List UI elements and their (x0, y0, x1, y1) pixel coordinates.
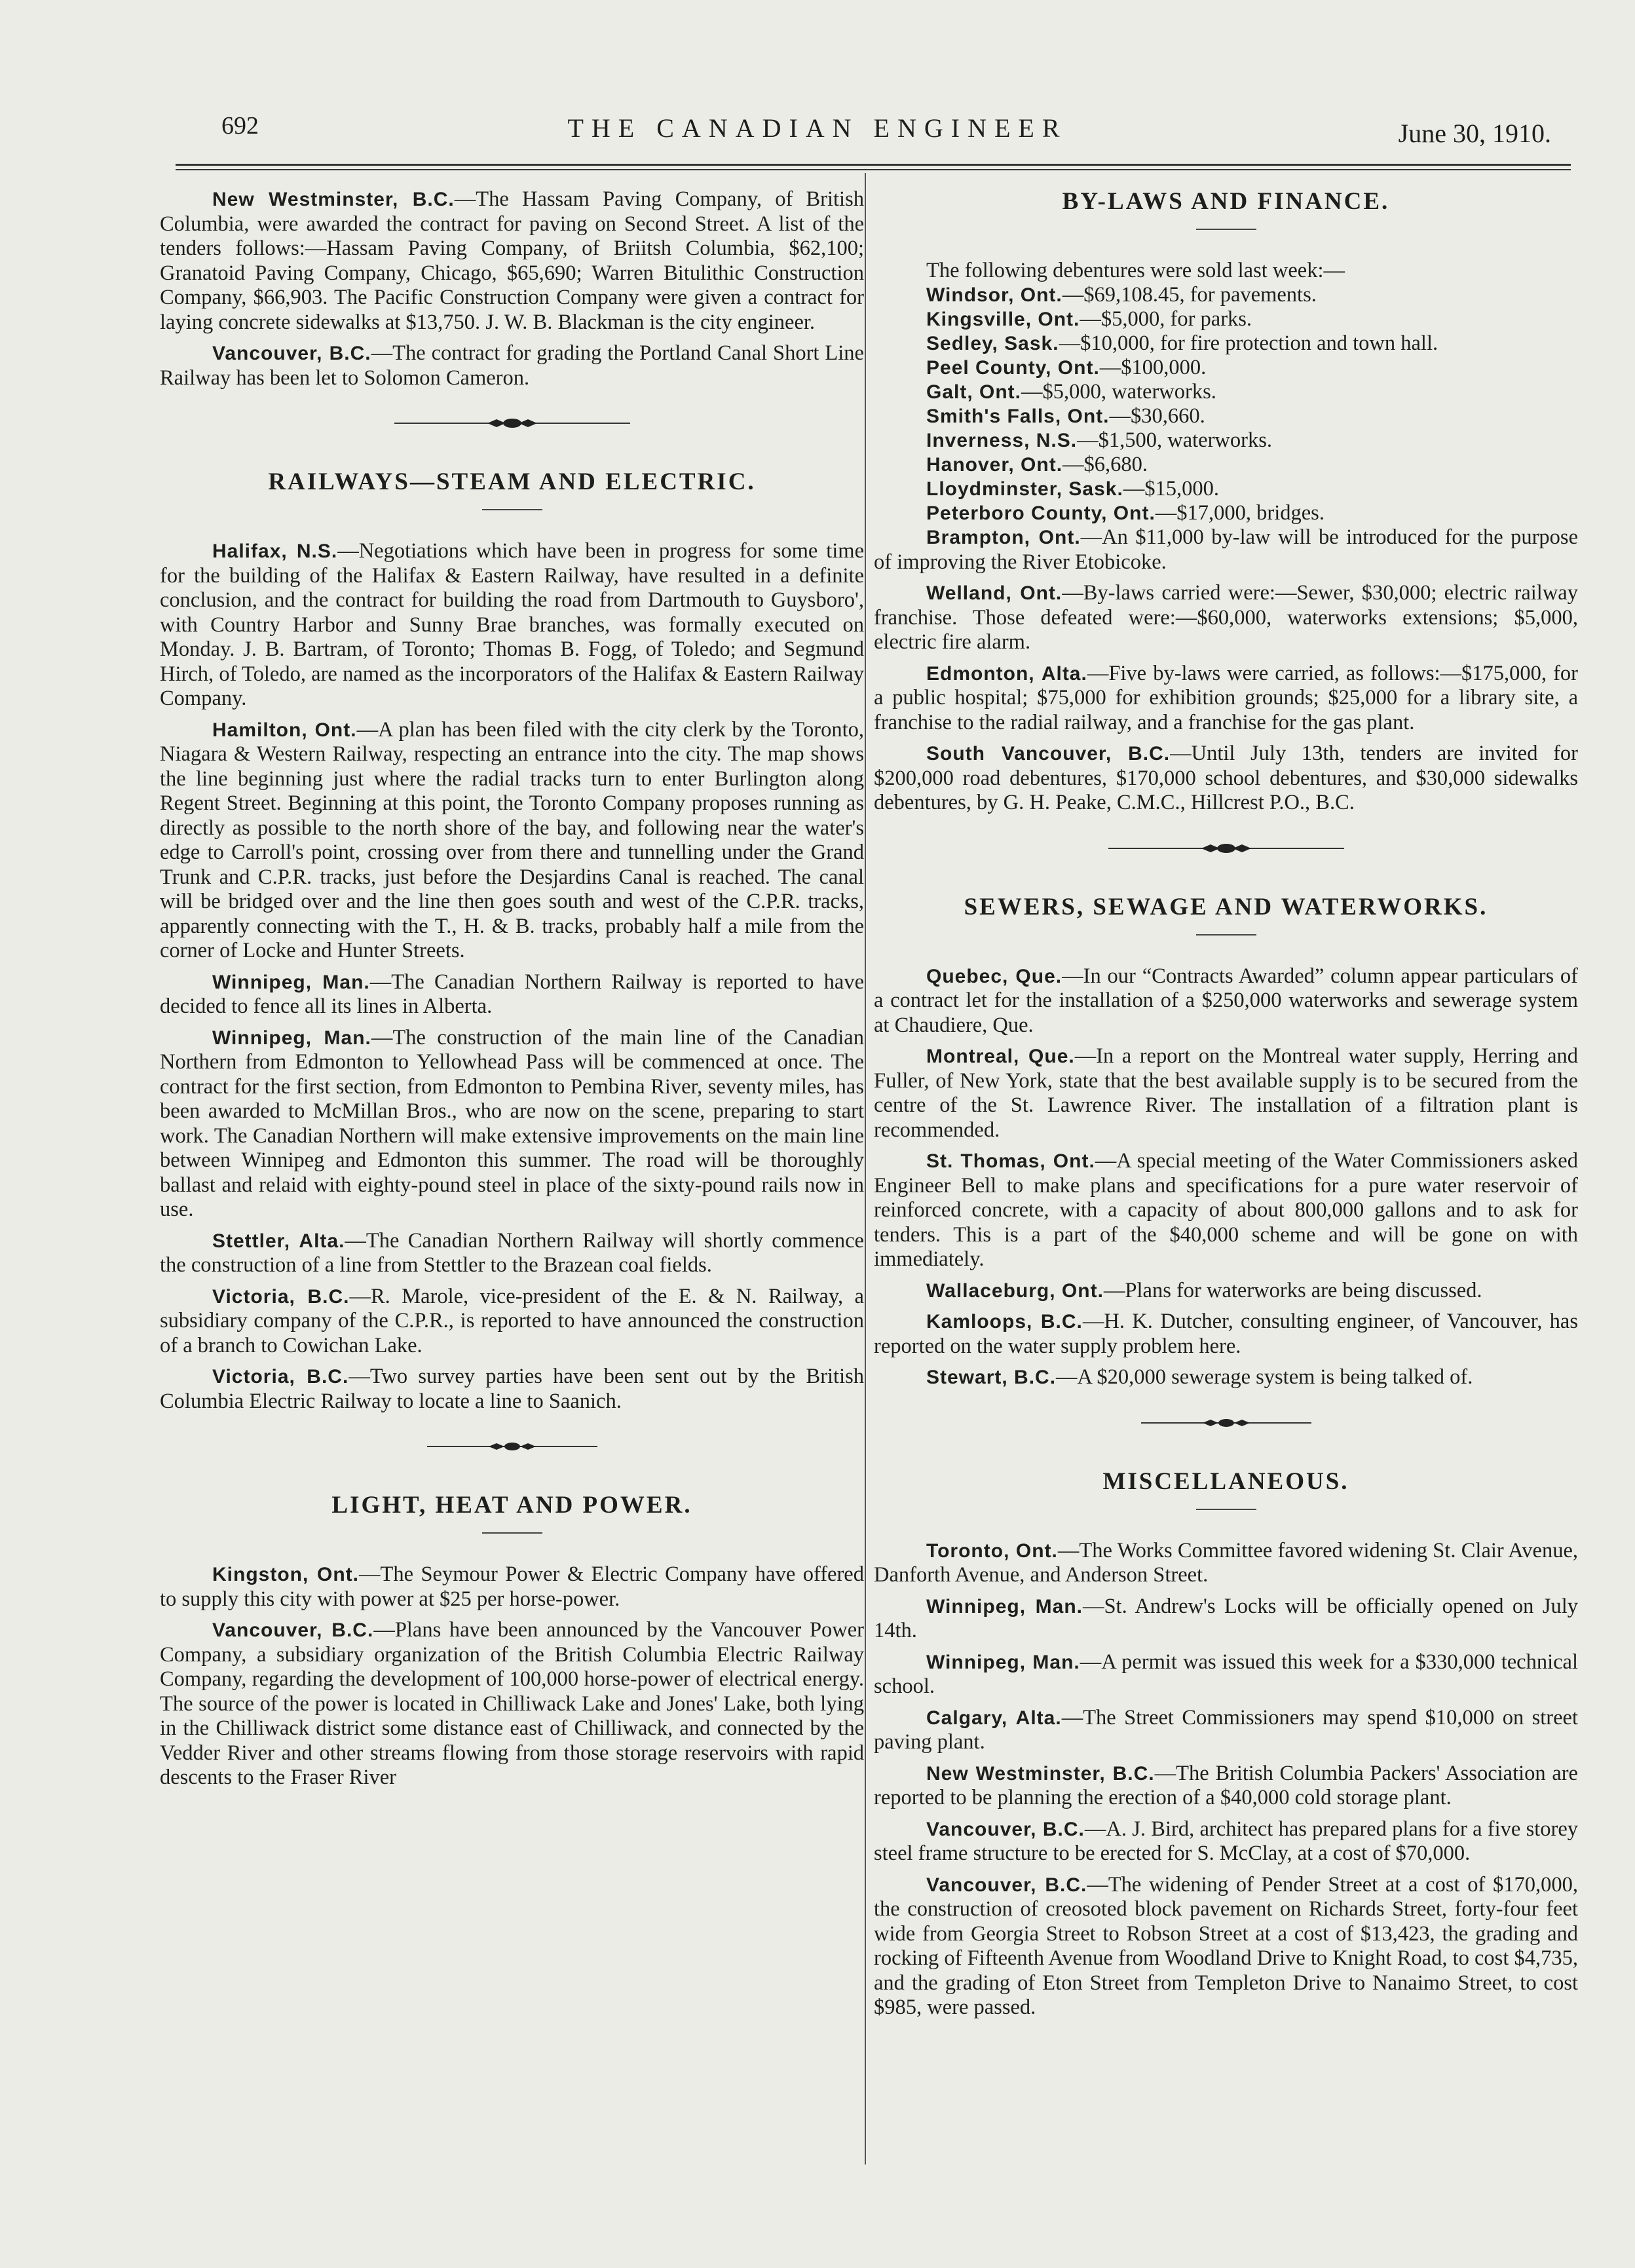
item-text: —A permit was issued this week for a $330,000 technical school. (874, 1650, 1578, 1698)
debenture-line (874, 404, 1578, 428)
news-item (874, 1044, 1578, 1143)
item-text: —The widening of Pender Street at a cost of $170,000, the construction of creosoted block pavement on Richards Street, forty-four feet wide from Georgia Street to Robson Street at a cost of $13,423, the grading and rocking of Fifteenth Avenue from Woodland Drive to Knight Road, to cost $4,735, and the grading of Eton Street from Templeton Drive to Nanaimo Street, to cost $985, were passed. (874, 1872, 1578, 2019)
place-name: Galt, Ont. (926, 381, 1021, 403)
place-name: Kingsville, Ont. (926, 309, 1080, 330)
place-name: Halifax, N.S. (212, 540, 338, 562)
item-text: —The British Columbia Packers' Association are reported to be planning the erection of a $40,000 cold storage plant. (874, 1761, 1578, 1809)
place-name: Peterboro County, Ont. (926, 502, 1156, 524)
debenture-line (874, 428, 1578, 453)
section-ornament (394, 417, 630, 430)
miscellaneous-section (874, 1467, 1578, 2020)
item-text: —The Street Commissioners may spend $10,000 on street paving plant. (874, 1705, 1578, 1754)
place-name: Kingston, Ont. (212, 1564, 359, 1585)
title-rule (1196, 229, 1256, 230)
item-text: —$100,000. (1099, 356, 1207, 379)
item-text: —Negotiations which have been in progress for some time for the building of the Halifax & Eastern Railway, have resulted in a definite conclusion, and the contract for building the road from Dartmouth to Guysboro', with Country Harbor and Sunny Brae branches, was formally executed on Monday. J. B. Bartram, of Toronto; Thomas B. Fogg, of Toledo; and Segmund Hirch, of Toledo, are named as the incorporators of the Halifax & Eastern Railway Company. (160, 539, 864, 710)
section-title-bylaws: BY-LAWS AND FINANCE. (1062, 188, 1390, 215)
item-text: —The Seymour Power & Electric Company have offered to supply this city with power at $25 per horse-power. (160, 1562, 864, 1611)
item-text: —Plans have been announced by the Vancouver Power Company, a subsidiary organization of the British Columbia Electric Railway Company, regarding the development of 100,000 horse-power of electrical energy. The source of the power is located in Chilliwack Lake and Jones' Lake, both lying in the Chilliwack district some distance east of Chilliwack, and connected by the Vedder River and other streams flowing from those storage reservoirs with rapid descents to the Fraser River (160, 1618, 865, 1789)
item-text: —A. J. Bird, architect has prepared plans for a five storey steel frame structure to be erected for S. McClay, at a cost of $70,000. (874, 1817, 1578, 1865)
right-column (874, 187, 1578, 2027)
item-text: —$69,108.45, for pavements. (1062, 283, 1317, 307)
item-text: —Two survey parties have been sent out by the British Columbia Electric Railway to locate a line to Saanich. (160, 1365, 864, 1413)
news-item (160, 1229, 864, 1278)
item-text: —Plans for waterworks are being discussed. (1103, 1278, 1482, 1302)
news-item (160, 187, 864, 335)
place-name: Edmonton, Alta. (926, 662, 1087, 685)
item-text: —The construction of the main line of the Canadian Northern from Edmonton to Yellowhead Pass will be commenced at once. The contract for the first section, from Edmonton to Pembina River, seventy miles, has been awarded to McMillan Bros., who are now on the scene, preparing to start work. The Canadian Northern will make extensive improvements on the main line between Winnipeg and Edmonton this summer. The road will be thoroughly ballast and relaid with eighty-pound steel in place of the sixty-pound rails now in use. (160, 1025, 864, 1221)
section-title-sewers: SEWERS, SEWAGE AND WATERWORKS. (964, 893, 1488, 920)
header-rule (176, 164, 1571, 166)
page-number: 692 (221, 112, 259, 140)
title-rule (1196, 1509, 1256, 1510)
item-text: —In a report on the Montreal water supply, Herring and Fuller, of New York, state that the best available supply is to be secured from the centre of the St. Lawrence River. The installation of a filtration plant is recommended. (874, 1044, 1578, 1142)
news-item (160, 1618, 864, 1790)
news-item (874, 662, 1578, 736)
news-item (160, 1365, 864, 1414)
news-item (874, 1539, 1578, 1588)
place-name: South Vancouver, B.C. (926, 743, 1171, 765)
item-text: —$17,000, bridges. (1155, 501, 1325, 525)
news-item (160, 718, 864, 964)
light-heat-power-section (160, 1491, 864, 1790)
debenture-line (874, 453, 1578, 477)
news-item (874, 1706, 1578, 1755)
item-text: —$6,680. (1062, 453, 1148, 476)
debenture-line (874, 283, 1578, 307)
place-name: Vancouver, B.C. (926, 1874, 1087, 1896)
news-item (874, 742, 1578, 816)
place-name: Toronto, Ont. (926, 1540, 1058, 1562)
railways-section (160, 468, 864, 1414)
news-item (874, 1149, 1578, 1272)
left-column (160, 187, 864, 1797)
place-name: Wallaceburg, Ont. (926, 1279, 1104, 1302)
place-name: Vancouver, B.C. (926, 1818, 1085, 1840)
item-text: —H. K. Dutcher, consulting engineer, of Vancouver, has reported on the water supply problem here. (874, 1310, 1578, 1358)
place-name: Smith's Falls, Ont. (926, 406, 1110, 427)
debenture-line (874, 356, 1578, 380)
item-text: —R. Marole, vice-president of the E. & N. Railway, a subsidiary company of the C.P.R., is reported to have announced the construction of a branch to Cowichan Lake. (160, 1284, 864, 1357)
section-ornament (1108, 842, 1344, 855)
header-rule-secondary (176, 169, 1571, 170)
place-name: Sedley, Sask. (926, 333, 1059, 354)
place-name: Victoria, B.C. (212, 1285, 350, 1308)
place-name: Peel County, Ont. (926, 357, 1100, 379)
bylaws-intro: The following debentures were sold last week:— (926, 259, 1345, 282)
news-item (160, 1562, 864, 1612)
place-name: Winnipeg, Man. (212, 971, 370, 993)
news-item (874, 1817, 1578, 1866)
news-item (874, 1762, 1578, 1811)
place-name: Hamilton, Ont. (212, 719, 357, 741)
item-text: —The Works Committee favored widening St. Clair Avenue, Danforth Avenue, and Anderson Street. (874, 1538, 1578, 1587)
place-name: Quebec, Que. (926, 965, 1062, 987)
news-item (160, 341, 864, 390)
news-item (874, 525, 1578, 575)
sewers-section (874, 893, 1578, 1390)
item-text: —In our “Contracts Awarded” column appear particulars of a contract let for the installation of a $250,000 waterworks and sewerage system at Chaudiere, Que. (874, 964, 1579, 1037)
debenture-line (874, 477, 1578, 501)
item-text: —Until July 13th, tenders are invited for $200,000 road debentures, $170,000 school debentures, and $30,000 sidewalks debentures, by G. H. Peake, C.M.C., Hillcrest P.O., B.C. (874, 742, 1578, 814)
place-name: Lloydminster, Sask. (926, 478, 1123, 500)
news-item (874, 1365, 1578, 1390)
section-title-railways: RAILWAYS—STEAM AND ELECTRIC. (268, 468, 756, 495)
item-text: —The Canadian Northern Railway will shortly commence the construction of a line from Stettler to the Brazean coal fields. (160, 1228, 864, 1277)
issue-date: June 30, 1910. (1398, 119, 1551, 148)
journal-title: THE CANADIAN ENGINEER (567, 113, 1068, 143)
item-text: —A special meeting of the Water Commissioners asked Engineer Bell to make plans and specifications for a pure water reservoir of reinforced concrete, with a capacity of about 800,000 gallons and to ask for tenders. This is a part of the $40,000 scheme and will be gone on with immediately. (874, 1149, 1578, 1271)
bylaws-section (874, 187, 1578, 816)
item-text: —A plan has been filed with the city clerk by the Toronto, Niagara & Western Railway, respecting an entrance into the city. The map shows the line beginning just where the radial tracks turn to enter Burlington along Regent Street. Beginning at this point, the Toronto Company proposes running as directly as possible to the north shore of the bay, and following near the water's edge to Carroll's point, crossing over from there and tunnelling under the Grand Trunk and C.P.R. tracks, just before the Desjardins Canal is reached. The canal will be bridged over and the line then goes south and west of the C.P.R. tracks, apparently connecting with the T., H. & B. tracks, probably half a mile from the corner of Locke and Hunter Streets. (160, 717, 864, 962)
item-text: —$5,000, waterworks. (1021, 380, 1216, 404)
place-name: Vancouver, B.C. (212, 343, 371, 364)
place-name: Hanover, Ont. (926, 454, 1063, 476)
column-divider (865, 173, 866, 2164)
item-text: —By-laws carried were:—Sewer, $30,000; electric railway franchise. Those defeated were:—$60,000, waterworks extensions; $5,000, electric fire alarm. (874, 581, 1578, 654)
item-text: —Five by-laws were carried, as follows:—$175,000, for a public hospital; $75,000 for exhibition grounds; $25,000 for a library site, a franchise to the radial railway, and a franchise for the gas plant. (874, 661, 1578, 734)
title-rule (482, 509, 542, 510)
section-title-light-heat-power: LIGHT, HEAT AND POWER. (331, 1492, 692, 1519)
section-title-miscellaneous: MISCELLANEOUS. (1102, 1467, 1349, 1495)
item-text: —$15,000. (1123, 477, 1220, 501)
place-name: Winnipeg, Man. (926, 1595, 1083, 1617)
item-text: —The contract for grading the Portland Canal Short Line Railway has been let to Solomon Cameron. (160, 341, 864, 390)
news-item (874, 964, 1578, 1038)
place-name: Welland, Ont. (926, 582, 1062, 604)
place-name: New Westminster, B.C. (926, 1762, 1155, 1785)
place-name: Victoria, B.C. (212, 1366, 349, 1388)
place-name: Kamloops, B.C. (926, 1311, 1083, 1332)
item-text: —The Canadian Northern Railway is reported to have decided to fence all its lines in Alberta. (160, 970, 865, 1018)
news-item (874, 1310, 1578, 1359)
debenture-line (874, 331, 1578, 356)
place-name: Windsor, Ont. (926, 284, 1062, 306)
place-name: Calgary, Alta. (926, 1707, 1062, 1729)
news-item (160, 970, 864, 1019)
debenture-line (874, 501, 1578, 525)
news-item (874, 1650, 1578, 1699)
item-text: —The Hassam Paving Company, of British Columbia, were awarded the contract for paving on Second Street. A list of the tenders follows:—Hassam Paving Company, of Briitsh Columbia, $62,100; Granatoid Paving Company, Chicago, $65,690; Warren Bitulithic Construction Company, $66,903. The Pacific Construction Company were given a contract for laying concrete sidewalks at $13,750. J. W. B. Blackman is the city engineer. (160, 187, 864, 334)
item-text: —An $11,000 by-law will be introduced for the purpose of improving the River Etobicoke. (874, 525, 1578, 574)
top-items-section (160, 187, 864, 390)
item-text: —St. Andrew's Locks will be officially opened on July 14th. (874, 1594, 1578, 1642)
section-ornament (427, 1440, 597, 1453)
place-name: New Westminster, B.C. (212, 189, 455, 210)
news-item (874, 1595, 1578, 1644)
item-text: —$1,500, waterworks. (1077, 428, 1272, 452)
debenture-line (874, 380, 1578, 404)
place-name: St. Thomas, Ont. (926, 1150, 1095, 1172)
item-text: —$5,000, for parks. (1080, 307, 1252, 331)
news-item (160, 539, 864, 711)
place-name: Stettler, Alta. (212, 1230, 345, 1252)
place-name: Montreal, Que. (926, 1046, 1075, 1067)
place-name: Inverness, N.S. (926, 430, 1078, 451)
title-rule (1196, 934, 1256, 936)
place-name: Stewart, B.C. (926, 1367, 1057, 1388)
news-item (874, 1873, 1578, 2020)
debenture-line (874, 307, 1578, 331)
place-name: Brampton, Ont. (926, 527, 1081, 548)
item-text: —$10,000, for fire protection and town hall. (1059, 331, 1438, 355)
news-item (160, 1285, 864, 1359)
news-item (160, 1026, 864, 1222)
item-text: —A $20,000 sewerage system is being talked of. (1056, 1365, 1473, 1389)
place-name: Winnipeg, Man. (926, 1651, 1080, 1673)
item-text: —$30,660. (1109, 404, 1205, 428)
page-header (0, 111, 1635, 164)
place-name: Vancouver, B.C. (212, 1619, 374, 1641)
title-rule (482, 1532, 542, 1534)
news-item (874, 581, 1578, 655)
place-name: Winnipeg, Man. (212, 1027, 371, 1049)
news-item (874, 1279, 1578, 1304)
section-ornament (1141, 1416, 1311, 1429)
